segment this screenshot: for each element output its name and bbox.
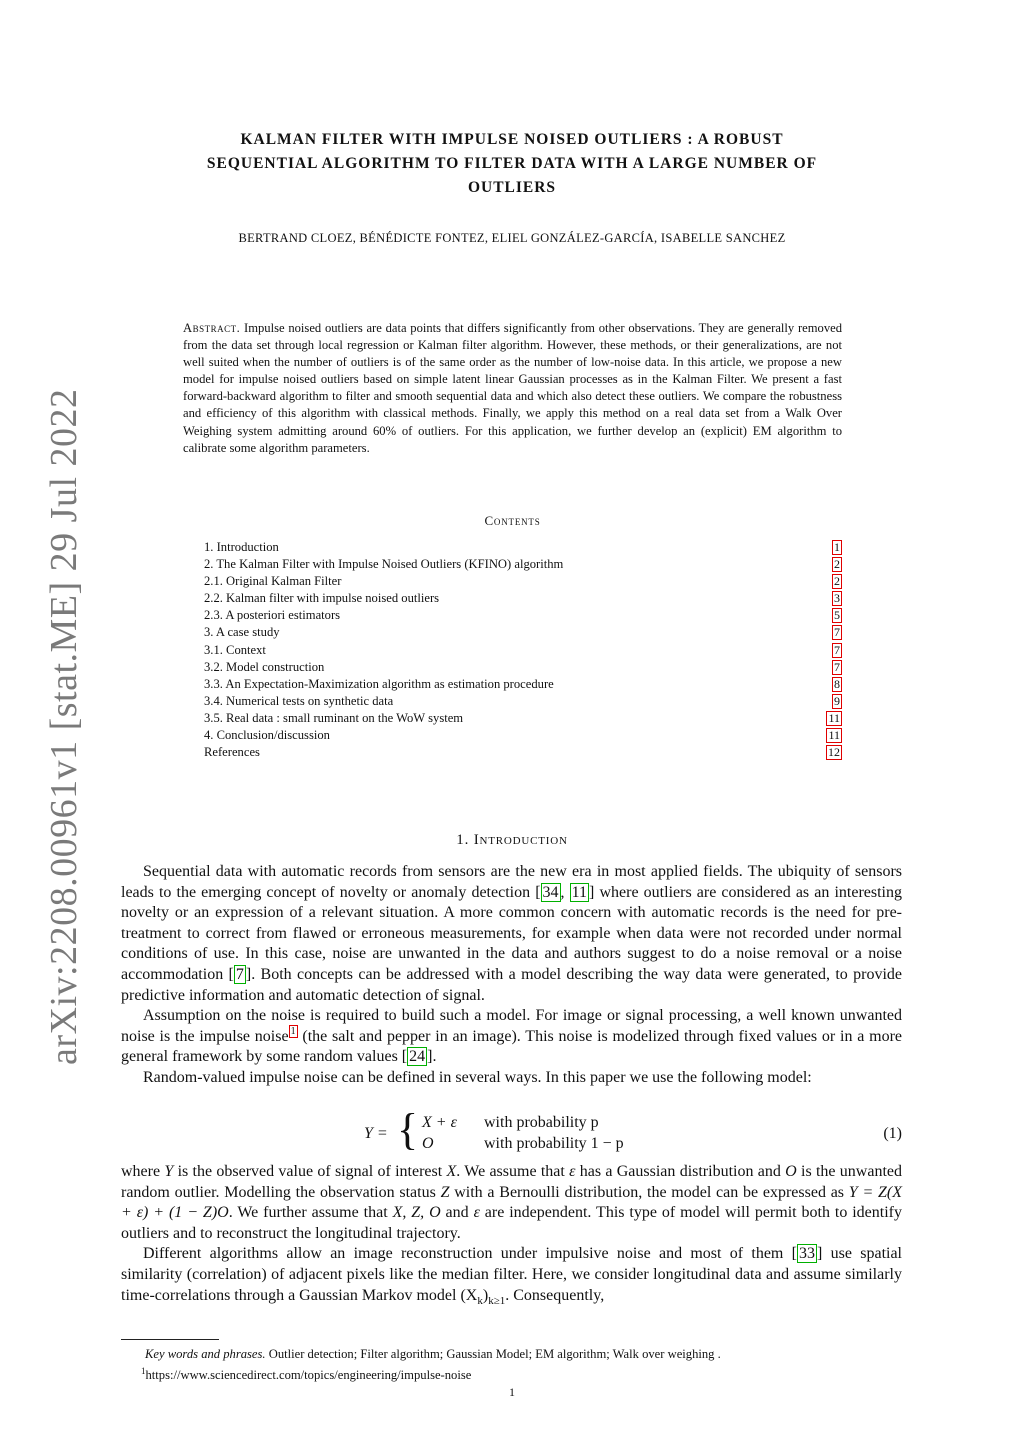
toc-entry[interactable] [204, 607, 842, 624]
toc-page-link[interactable]: 3 [834, 591, 840, 606]
toc-entry-label: References [204, 745, 260, 760]
text-run: Sequential data with automatic records from sensors are the new era in most applied fields. The ubiquity of sensors leads to the emerging concept of novelty or anomaly detection [ [121, 863, 902, 901]
math-expression: ) [482, 1286, 489, 1304]
toc-page-link[interactable]: 1 [834, 540, 840, 554]
math-subscript: k [477, 1294, 483, 1307]
keywords-text: Outlier detection; Filter algorithm; Gaussian Model; EM algorithm; Walk over weighing . [268, 1347, 721, 1361]
toc-entry-label: 1. Introduction [204, 540, 279, 554]
toc-entry[interactable] [204, 590, 842, 607]
citation-link[interactable]: 33 [799, 1245, 815, 1263]
math-var: X, Z, O [392, 1204, 441, 1222]
citation-link[interactable]: 11 [571, 883, 588, 901]
text-run: is the unwanted random outlier. Modelling the observation status [121, 1163, 903, 1201]
math-var: ε [569, 1163, 576, 1180]
section-title: Introduction [473, 832, 568, 848]
table-of-contents [204, 539, 842, 761]
title-line-2: SEQUENTIAL ALGORITHM TO FILTER DATA WITH A LARGE NUMBER OF [206, 155, 818, 172]
text-run: Assumption on the noise is required to build such a model. For image or signal processing, a well known unwanted noise is the impulse noise [121, 1007, 902, 1045]
toc-entry[interactable] [204, 727, 842, 744]
text-run: . We further assume that [228, 1204, 393, 1222]
abstract-label: Abstract. [183, 321, 241, 335]
toc-page-link[interactable]: 11 [828, 728, 840, 743]
toc-entry[interactable] [204, 693, 842, 710]
footnote-url[interactable]: https://www.sciencedirect.com/topics/engineering/impulse-noise [145, 1367, 472, 1382]
author-list: BERTRAND CLOEZ, BÉNÉDICTE FONTEZ, ELIEL GONZÁLEZ-GARCÍA, ISABELLE SANCHEZ [238, 231, 786, 245]
equation-condition-2: with probability 1 − p [484, 1135, 624, 1152]
footnotes [141, 1346, 902, 1383]
toc-entry-label: 2.3. A posteriori estimators [204, 608, 341, 623]
citation-link[interactable]: 24 [409, 1048, 426, 1066]
text-run: has a Gaussian distribution and [575, 1163, 786, 1180]
toc-entry-label: 3.1. Context [204, 642, 266, 657]
toc-page-link[interactable]: 5 [834, 608, 840, 623]
toc-entry-label: 3.3. An Expectation-Maximization algorithm as estimation procedure [204, 676, 554, 691]
toc-page-link[interactable]: 2 [834, 557, 840, 572]
paragraph-4 [121, 1162, 902, 1244]
paragraph-2 [121, 1006, 902, 1068]
section-number: 1. [456, 832, 470, 848]
equation-lhs: Y = [364, 1125, 388, 1142]
toc-entry-label: 3.5. Real data : small ruminant on the WoW system [204, 710, 464, 725]
text-run: where [121, 1163, 165, 1180]
toc-entry-label: 4. Conclusion/discussion [204, 728, 330, 743]
toc-entry-label: 3.4. Numerical tests on synthetic data [204, 693, 394, 708]
toc-page-link[interactable]: 7 [834, 642, 840, 657]
text-run: ]. Both concepts can be addressed with a model describing the way data were generated, to provide predictive information and automatic detection of signal. [121, 965, 903, 1004]
toc-page-link[interactable]: 12 [828, 745, 840, 760]
page-number: 1 [509, 1385, 515, 1399]
footnote-1 [141, 1363, 902, 1384]
toc-entry-label: 3. A case study [204, 625, 280, 640]
body-text-lower [121, 1162, 902, 1311]
brace-icon: { [397, 1105, 419, 1154]
body-text-upper [121, 862, 902, 1089]
math-expression: Y = Z(X + ε) + (1 − Z)O [121, 1183, 902, 1222]
equation-condition-1: with probability p [484, 1114, 599, 1131]
section-heading-introduction [0, 832, 1024, 849]
toc-entry[interactable] [204, 710, 842, 727]
toc-entry[interactable] [204, 539, 842, 556]
toc-entry[interactable] [204, 556, 842, 573]
toc-page-link[interactable]: 7 [834, 625, 840, 640]
toc-entry[interactable] [204, 624, 842, 641]
arxiv-identifier[interactable]: arXiv:2208.00961v1 [stat.ME] 29 Jul 2022 [43, 388, 85, 1065]
abstract-text: Impulse noised outliers are data points that differs significantly from other observations. They are generally removed from the data set through local regression or Kalman filter algorithm. However, these methods, or their generalizations, are not well suited when the number of outliers is of the same order as the number of low-noise data. In this article, we propose a new model for impulse noised outliers based on simple latent linear Gaussian processes as in the Kalman Filter. We present a fast forward-backward algorithm to filter and smooth sequential data and which also detect these outliers. We compare the robustness and efficiency of this algorithm with classical methods. Finally, we apply this method on a real data set from a Walk Over Weighing system admitting around 60% of outliers. For this application, we further develop an (explicit) EM algorithm to calibrate some algorithm parameters. [183, 321, 843, 455]
paragraph-1 [121, 862, 902, 1006]
keywords-line [145, 1346, 902, 1363]
footnote-number: 1 [141, 1365, 146, 1376]
toc-entry-label: 2. The Kalman Filter with Impulse Noised Outliers (KFINO) algorithm [204, 557, 564, 572]
citation-link[interactable]: 34 [542, 883, 559, 901]
math-var: ε [473, 1204, 480, 1222]
text-run: with a Bernoulli distribution, the model can be expressed as [449, 1183, 849, 1201]
text-run: , [560, 883, 570, 901]
toc-entry-label: 2.1. Original Kalman Filter [204, 574, 342, 589]
paper-title [120, 128, 904, 200]
toc-page-link[interactable]: 2 [834, 574, 840, 589]
title-line-1: KALMAN FILTER WITH IMPULSE NOISED OUTLIERS : A ROBUST [240, 131, 784, 148]
keywords-label: Key words and phrases. [145, 1347, 266, 1361]
paragraph-5 [121, 1244, 902, 1311]
text-run: (the salt and pepper in an image). This noise is modelized through fixed values or in a more general framework by some random values [ [121, 1027, 902, 1066]
math-var: Z [440, 1183, 450, 1201]
paragraph-3: Random-valued impulse noise can be defined in several ways. In this paper we use the following model: [143, 1068, 812, 1086]
equation-1 [121, 1105, 902, 1156]
text-run: Different algorithms allow an image reconstruction under impulsive noise and most of them [ [143, 1245, 797, 1263]
math-var: O [785, 1163, 797, 1180]
toc-page-link[interactable]: 8 [834, 676, 840, 691]
toc-entry[interactable] [204, 676, 842, 693]
toc-entry[interactable] [204, 659, 842, 676]
text-run: ] where outliers are considered as an interesting novelty or an expression of a relevant situation. A more common concern with automatic records is the need for pre-treatment to correct from flawed or erroneous measurements, for example when data were not recorded under normal conditions of use. In this case, noise are unwanted in the data and authors suggest to do a noise removal or a noise accommodation [ [121, 883, 902, 983]
math-expression: (X [460, 1286, 478, 1304]
title-line-3: OUTLIERS [467, 179, 557, 196]
toc-entry-label: 2.2. Kalman filter with impulse noised outliers [204, 591, 440, 606]
footnote-divider [121, 1339, 219, 1340]
footnote-marker-link[interactable]: 1 [290, 1026, 296, 1038]
text-run: and [440, 1204, 474, 1222]
toc-page-link[interactable]: 7 [834, 659, 840, 674]
math-subscript: k≥1 [488, 1294, 506, 1307]
equation-number: (1) [883, 1125, 902, 1142]
text-run: ]. [427, 1048, 437, 1066]
equation-case-2: O [422, 1135, 434, 1152]
contents-heading: Contents [484, 513, 541, 528]
toc-entry-label: 3.2. Model construction [204, 659, 325, 674]
toc-page-link[interactable]: 9 [834, 693, 840, 708]
text-run: are independent. This type of model will permit both to identify outliers and to reconstruct the longitudinal trajectory. [121, 1204, 903, 1242]
math-var: X [446, 1163, 457, 1180]
text-run: . Consequently, [505, 1286, 605, 1304]
toc-page-link[interactable]: 11 [828, 710, 840, 725]
equation-case-1: X + ε [422, 1114, 457, 1131]
math-var: Y [164, 1163, 174, 1180]
text-run: ] use spatial similarity (correlation) of adjacent pixels like the median filter. Here, we consider longitudinal data and assume similarly time-correlations through a Gaussian Markov model [121, 1245, 903, 1304]
text-run: . We assume that [456, 1163, 570, 1180]
toc-entry[interactable] [204, 573, 842, 590]
abstract [183, 320, 842, 457]
citation-link[interactable]: 7 [235, 965, 244, 983]
toc-entry[interactable] [204, 744, 842, 761]
toc-entry[interactable] [204, 642, 842, 659]
text-run: is the observed value of signal of interest [173, 1163, 447, 1180]
